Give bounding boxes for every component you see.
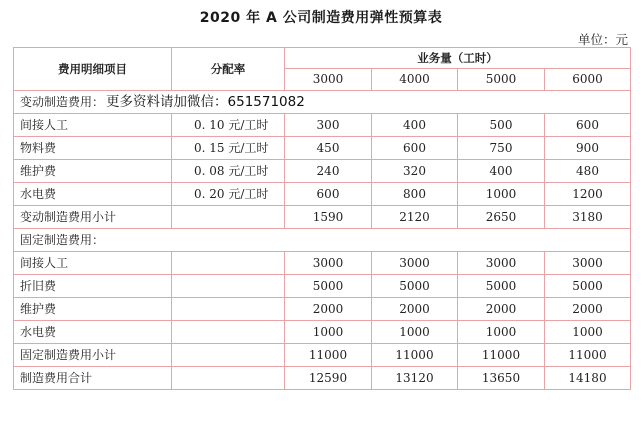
row-value: 5000	[458, 275, 545, 298]
table-row	[14, 114, 631, 137]
row-value: 3000	[285, 252, 372, 275]
row-item: 折旧费	[14, 275, 172, 298]
volume-5000: 5000	[458, 69, 545, 91]
table-row	[14, 275, 631, 298]
table-row	[14, 298, 631, 321]
volume-6000: 6000	[545, 69, 631, 91]
row-value: 5000	[285, 275, 372, 298]
empty-cell	[172, 206, 285, 229]
row-value: 600	[372, 137, 458, 160]
total-value: 12590	[285, 367, 372, 390]
table-row	[14, 183, 631, 206]
row-value: 1000	[458, 183, 545, 206]
row-item: 水电费	[14, 183, 172, 206]
row-value: 500	[458, 114, 545, 137]
empty-cell	[172, 367, 285, 390]
subtotal-value: 11000	[372, 344, 458, 367]
row-value: 1000	[458, 321, 545, 344]
row-value: 5000	[372, 275, 458, 298]
row-value: 800	[372, 183, 458, 206]
fixed-subtotal-label: 固定制造费用小计	[14, 344, 172, 367]
table-row	[14, 321, 631, 344]
empty-cell	[172, 321, 285, 344]
total-value: 13650	[458, 367, 545, 390]
variable-section-label: 变动制造费用：	[20, 95, 105, 109]
row-item: 物料费	[14, 137, 172, 160]
row-value: 1200	[545, 183, 631, 206]
row-value: 300	[285, 114, 372, 137]
row-value: 2000	[458, 298, 545, 321]
header-item: 费用明细项目	[14, 48, 172, 91]
row-value: 320	[372, 160, 458, 183]
total-row	[14, 367, 631, 390]
subtotal-value: 11000	[285, 344, 372, 367]
fixed-subtotal-row	[14, 344, 631, 367]
row-value: 750	[458, 137, 545, 160]
row-value: 3000	[372, 252, 458, 275]
row-value: 2000	[545, 298, 631, 321]
empty-cell	[172, 344, 285, 367]
header-volume: 业务量（工时）	[285, 48, 631, 69]
empty-cell	[172, 298, 285, 321]
wechat-note: 更多资料请加微信：651571082	[106, 94, 305, 110]
subtotal-value: 2120	[372, 206, 458, 229]
subtotal-value: 2650	[458, 206, 545, 229]
row-rate: 0. 15 元/工时	[172, 137, 285, 160]
empty-cell	[172, 275, 285, 298]
row-value: 3000	[545, 252, 631, 275]
fixed-section-label: 固定制造费用：	[14, 229, 631, 252]
row-rate: 0. 08 元/工时	[172, 160, 285, 183]
row-rate: 0. 20 元/工时	[172, 183, 285, 206]
row-value: 480	[545, 160, 631, 183]
fixed-section-row	[14, 229, 631, 252]
row-value: 5000	[545, 275, 631, 298]
subtotal-value: 11000	[458, 344, 545, 367]
variable-subtotal-label: 变动制造费用小计	[14, 206, 172, 229]
row-item: 水电费	[14, 321, 172, 344]
row-item: 维护费	[14, 298, 172, 321]
row-value: 1000	[545, 321, 631, 344]
row-item: 间接人工	[14, 114, 172, 137]
row-value: 2000	[372, 298, 458, 321]
variable-section-row	[14, 91, 631, 114]
variable-subtotal-row	[14, 206, 631, 229]
subtotal-value: 3180	[545, 206, 631, 229]
table-row	[14, 137, 631, 160]
total-label: 制造费用合计	[14, 367, 172, 390]
empty-cell	[172, 252, 285, 275]
row-value: 3000	[458, 252, 545, 275]
header-rate: 分配率	[172, 48, 285, 91]
row-item: 间接人工	[14, 252, 172, 275]
row-item: 维护费	[14, 160, 172, 183]
variable-section-cell	[14, 91, 631, 114]
unit-label: 单位：元	[577, 32, 628, 47]
table-row	[14, 160, 631, 183]
row-value: 900	[545, 137, 631, 160]
table-row	[14, 252, 631, 275]
row-value: 450	[285, 137, 372, 160]
row-value: 1000	[285, 321, 372, 344]
volume-4000: 4000	[372, 69, 458, 91]
header-row	[14, 48, 631, 69]
row-value: 240	[285, 160, 372, 183]
row-value: 1000	[372, 321, 458, 344]
row-value: 400	[458, 160, 545, 183]
budget-table	[13, 47, 631, 390]
row-value: 400	[372, 114, 458, 137]
table-title: 2020 年 A 公司制造费用弹性预算表	[199, 10, 443, 26]
subtotal-value: 11000	[545, 344, 631, 367]
row-value: 2000	[285, 298, 372, 321]
total-value: 14180	[545, 367, 631, 390]
subtotal-value: 1590	[285, 206, 372, 229]
volume-3000: 3000	[285, 69, 372, 91]
row-rate: 0. 10 元/工时	[172, 114, 285, 137]
row-value: 600	[545, 114, 631, 137]
total-value: 13120	[372, 367, 458, 390]
row-value: 600	[285, 183, 372, 206]
